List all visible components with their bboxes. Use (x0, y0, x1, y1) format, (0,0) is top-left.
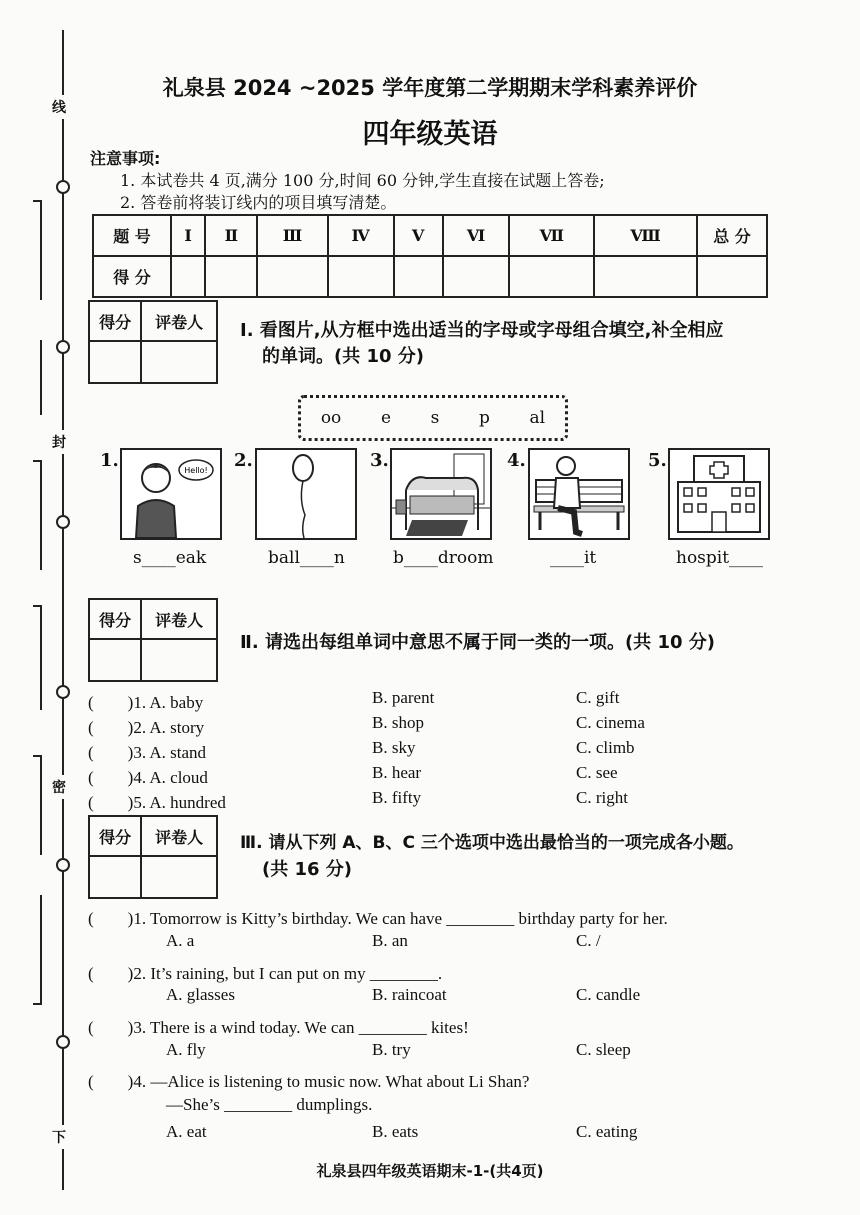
fill-word: ____it (550, 548, 597, 568)
score-table-col: Ⅴ (394, 215, 443, 256)
item-number: 4. (507, 450, 526, 471)
option-b: B. shop (372, 713, 424, 732)
question-stem-cont: —She’s ________ dumplings. (166, 1095, 373, 1114)
option-b: B. hear (372, 763, 422, 782)
grader-name-label: 评卷人 (141, 599, 217, 639)
score-table-row-label: 题 号 (93, 215, 171, 256)
balloon-icon (255, 448, 357, 540)
option-c: C. candle (576, 985, 641, 1004)
page-footer: 礼泉县四年级英语期末-1-(共4页) (316, 1162, 544, 1180)
field-line (40, 460, 42, 570)
exam-title: 礼泉县 2024 ~2025 学年度第二学期期末学科素养评价 (162, 76, 698, 100)
score-cell[interactable] (171, 256, 205, 297)
score-cell[interactable] (205, 256, 257, 297)
letter-option: al (529, 408, 546, 428)
option-c: C. right (576, 788, 628, 807)
letter-option: s (430, 408, 440, 428)
binding-char-xia: 下 (52, 1125, 66, 1149)
bedroom-icon (390, 448, 492, 540)
hospital-icon (668, 448, 770, 540)
question-stem: ( )1. A. baby (88, 693, 204, 712)
grader-name-cell[interactable] (141, 639, 217, 681)
item-number: 2. (234, 450, 253, 471)
score-table-total: 总 分 (697, 215, 767, 256)
question-stem: ( )2. It’s raining, but I can put on my ________. (88, 964, 443, 983)
grader-score-cell[interactable] (89, 856, 141, 898)
grader-score-cell[interactable] (89, 341, 141, 383)
grader-name-cell[interactable] (141, 856, 217, 898)
grader-score-cell[interactable] (89, 639, 141, 681)
binding-hole (56, 1035, 70, 1049)
field-line (40, 755, 42, 855)
question-stem: ( )5. A. hundred (88, 793, 226, 812)
score-cell[interactable] (509, 256, 594, 297)
binding-char-xian: 线 (52, 95, 66, 119)
field-tick (33, 605, 41, 607)
fill-word: hospit____ (676, 548, 764, 568)
option-b: B. an (372, 931, 408, 950)
letter-option: oo (320, 408, 342, 428)
section3-title-cont: (共 16 分) (262, 859, 353, 880)
note-item: 2. 答卷前将装订线内的项目填写清楚。 (120, 193, 397, 212)
section3-title: Ⅲ. 请从下列 A、B、C 三个选项中选出最恰当的一项完成各小题。 (240, 833, 744, 853)
score-cell[interactable] (394, 256, 443, 297)
question-stem: ( )2. A. story (88, 718, 205, 737)
boy-hello-icon (120, 448, 222, 540)
question-stem: ( )3. There is a wind today. We can ________ kites! (88, 1018, 469, 1037)
field-tick (33, 755, 41, 757)
option-b: B. sky (372, 738, 416, 757)
grader-name-label: 评卷人 (141, 301, 217, 341)
binding-hole (56, 515, 70, 529)
field-line (40, 895, 42, 1005)
field-line (40, 200, 42, 300)
score-table-col: Ⅳ (328, 215, 394, 256)
sitting-boy-icon (528, 448, 630, 540)
field-line (40, 340, 42, 415)
question-stem: ( )4. —Alice is listening to music now. What about Li Shan? (88, 1072, 530, 1091)
fill-word: b____droom (393, 548, 494, 568)
question-stem: ( )3. A. stand (88, 743, 207, 762)
exam-subtitle: 四年级英语 (362, 119, 498, 150)
option-a: A. a (166, 931, 195, 950)
binding-hole (56, 340, 70, 354)
question-stem: ( )4. A. cloud (88, 768, 208, 787)
letter-options-box (298, 395, 568, 441)
binding-hole (56, 180, 70, 194)
fill-word: s____eak (133, 548, 207, 568)
score-cell[interactable] (257, 256, 327, 297)
binding-hole (56, 685, 70, 699)
item-number: 5. (648, 450, 667, 471)
section2-title: Ⅱ. 请选出每组单词中意思不属于同一类的一项。(共 10 分) (240, 632, 715, 653)
grader-score-label: 得分 (89, 599, 141, 639)
option-b: B. raincoat (372, 985, 447, 1004)
speech-bubble-text: Hello! (184, 466, 208, 475)
grader-name-label: 评卷人 (141, 816, 217, 856)
option-b: B. fifty (372, 788, 422, 807)
option-a: A. glasses (166, 985, 235, 1004)
option-c: C. climb (576, 738, 635, 757)
score-table-row-label: 得 分 (93, 256, 171, 297)
field-tick (33, 460, 41, 462)
option-b: B. parent (372, 688, 435, 707)
item-number: 3. (370, 450, 389, 471)
binding-char-mi: 密 (52, 775, 66, 799)
option-c: C. eating (576, 1122, 638, 1141)
option-a: A. eat (166, 1122, 207, 1141)
option-c: C. gift (576, 688, 620, 707)
grader-score-label: 得分 (89, 816, 141, 856)
score-cell[interactable] (328, 256, 394, 297)
grader-score-label: 得分 (89, 301, 141, 341)
grader-box (88, 815, 218, 899)
option-c: C. see (576, 763, 618, 782)
item-number: 1. (100, 450, 119, 471)
score-table-col: Ⅲ (257, 215, 327, 256)
field-tick (33, 200, 41, 202)
grader-box (88, 300, 218, 384)
fill-word: ball____n (268, 548, 345, 568)
option-b: B. try (372, 1040, 411, 1059)
score-cell[interactable] (697, 256, 767, 297)
score-table-col: Ⅵ (443, 215, 510, 256)
score-table-col: Ⅱ (205, 215, 257, 256)
question-stem: ( )1. Tomorrow is Kitty’s birthday. We can have ________ birthday party for her. (88, 909, 668, 928)
option-c: C. cinema (576, 713, 645, 732)
score-cell[interactable] (443, 256, 510, 297)
letter-option: e (380, 408, 391, 428)
binding-char-feng: 封 (52, 430, 66, 454)
score-table-col: Ⅰ (171, 215, 205, 256)
binding-line (62, 30, 64, 1190)
score-table-col: Ⅷ (594, 215, 697, 256)
notes-heading: 注意事项: (90, 149, 161, 168)
letter-option: p (479, 408, 490, 428)
grader-name-cell[interactable] (141, 341, 217, 383)
field-line (40, 605, 42, 710)
section1-title: Ⅰ. 看图片,从方框中选出适当的字母或字母组合填空,补全相应 (240, 320, 724, 341)
option-b: B. eats (372, 1122, 419, 1141)
binding-hole (56, 858, 70, 872)
score-cell[interactable] (594, 256, 697, 297)
grader-box (88, 598, 218, 682)
score-table (92, 214, 768, 298)
note-item: 1. 本试卷共 4 页,满分 100 分,时间 60 分钟,学生直接在试题上答卷; (120, 171, 605, 190)
section1-title-cont: 的单词。(共 10 分) (262, 346, 425, 367)
field-tick (33, 1003, 41, 1005)
score-table-col: Ⅶ (509, 215, 594, 256)
option-a: A. fly (166, 1040, 206, 1059)
option-c: C. sleep (576, 1040, 631, 1059)
option-c: C. / (576, 931, 601, 950)
